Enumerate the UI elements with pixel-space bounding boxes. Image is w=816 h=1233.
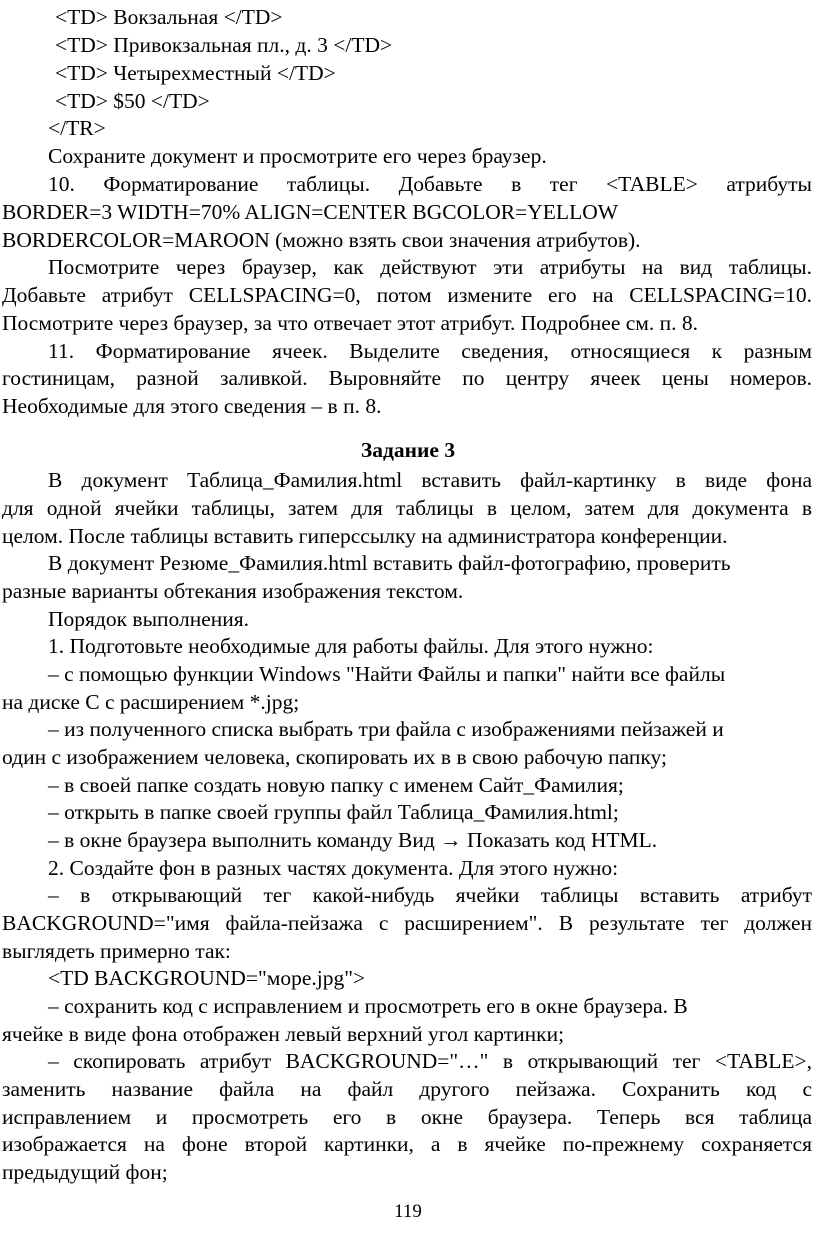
paragraph-line: Добавьте атрибут CELLSPACING=0, потом измените его на CELLSPACING=10.	[2, 283, 812, 307]
paragraph-line: В документ Таблица_Фамилия.html вставить файл-картинку в виде фона	[48, 468, 812, 492]
list-item: – открыть в папке своей группы файл Таблица_Фамилия.html;	[48, 800, 619, 824]
paragraph-line: 11. Форматирование ячеек. Выделите сведения, относящиеся к разным	[48, 339, 812, 363]
list-item: – в окне браузера выполнить команду Вид → Показать код HTML.	[48, 828, 658, 852]
paragraph-line: Посмотрите через браузер, как действуют эти атрибуты на вид таблицы.	[48, 255, 812, 279]
code-line: <TD> Четырехместный </TD>	[55, 61, 336, 85]
paragraph-line: Порядок выполнения.	[48, 607, 250, 631]
list-item: 1. Подготовьте необходимые для работы файлы. Для этого нужно:	[48, 634, 654, 658]
list-item: предыдущий фон;	[2, 1160, 168, 1184]
list-item: – с помощью функции Windows "Найти Файлы и папки" найти все файлы	[48, 662, 726, 686]
list-item: выглядеть примерно так:	[2, 939, 231, 963]
list-item: заменить название файла на файл другого пейзажа. Сохранить код с	[2, 1077, 812, 1101]
list-item: 2. Создайте фон в разных частях документа. Для этого нужно:	[48, 856, 619, 880]
page-number: 119	[394, 1201, 422, 1222]
code-line: <TD> $50 </TD>	[55, 89, 210, 113]
paragraph-line: целом. После таблицы вставить гиперссылку на администратора конференции.	[2, 524, 728, 548]
paragraph-line: Сохраните документ и просмотрите его через браузер.	[48, 144, 547, 168]
list-item: один с изображением человека, скопировать их в в свою рабочую папку;	[2, 745, 667, 769]
list-item: – в своей папке создать новую папку с именем Сайт_Фамилия;	[48, 773, 624, 797]
list-item: BACKGROUND="имя файла-пейзажа с расширением". В результате тег должен	[2, 911, 812, 935]
paragraph-line: BORDERCOLOR=MAROON (можно взять свои значения атрибутов).	[2, 228, 641, 252]
paragraph-line: Необходимые для этого сведения – в п. 8.	[2, 394, 382, 418]
section-heading: Задание 3	[360, 438, 456, 462]
list-item: на диске С с расширением *.jpg;	[2, 690, 300, 714]
list-item: – из полученного списка выбрать три файла с изображениями пейзажей и	[48, 717, 724, 741]
paragraph-line: разные варианты обтекания изображения текстом.	[2, 579, 464, 603]
paragraph-line: В документ Резюме_Фамилия.html вставить файл-фотографию, проверить	[48, 551, 731, 575]
paragraph-line: 10. Форматирование таблицы. Добавьте в тег <TABLE> атрибуты	[48, 172, 812, 196]
paragraph-line: BORDER=3 WIDTH=70% ALIGN=CENTER BGCOLOR=YELLOW	[2, 200, 619, 224]
paragraph-line: Посмотрите через браузер, за что отвечает этот атрибут. Подробнее см. п. 8.	[2, 311, 699, 335]
list-item: ячейке в виде фона отображен левый верхний угол картинки;	[2, 1022, 565, 1046]
code-line: </TR>	[48, 116, 106, 140]
code-line: <TD BACKGROUND="море.jpg">	[48, 966, 366, 990]
code-line: <TD> Вокзальная </TD>	[55, 5, 283, 29]
code-line: <TD> Привокзальная пл., д. 3 </TD>	[55, 33, 393, 57]
list-item: изображается на фоне второй картинки, а в ячейке по-прежнему сохраняется	[2, 1132, 812, 1156]
list-item: – в открывающий тег какой-нибудь ячейки таблицы вставить атрибут	[48, 883, 812, 907]
list-item: – скопировать атрибут BACKGROUND="…" в открывающий тег <TABLE>,	[48, 1049, 812, 1073]
list-item: исправлением и просмотреть его в окне браузера. Теперь вся таблица	[2, 1105, 812, 1129]
paragraph-line: для одной ячейки таблицы, затем для таблицы в целом, затем для документа в	[2, 496, 812, 520]
paragraph-line: гостиницам, разной заливкой. Выровняйте по центру ячеек цены номеров.	[2, 366, 812, 390]
list-item: – сохранить код с исправлением и просмотреть его в окне браузера. В	[48, 994, 688, 1018]
